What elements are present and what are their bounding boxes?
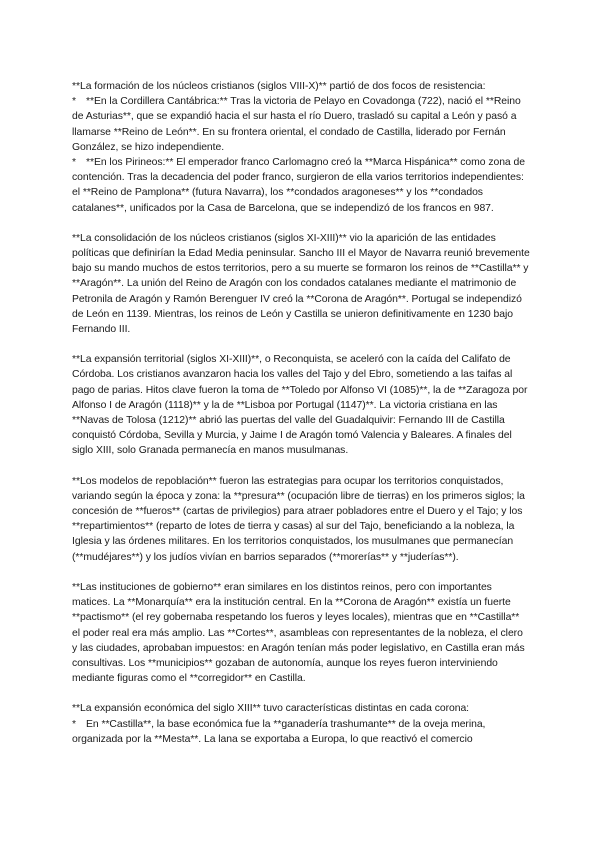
paragraph-gap [72,565,530,580]
paragraph-repoblacion: **Los modelos de repoblación** fueron las estrategias para ocupar los territorios conquistados, variando según la época y zona: la **presura** (ocupación libre de tierras) en los primeros siglos; la concesión de **fueros** (cartas de privilegios) para atraer pobladores entre el Duero y el Tajo; y los **repartimientos** (reparto de lotes de tierra y casas) al sur del Tajo, beneficiando a la nobleza, la Iglesia y las órdenes militares. En los territorios conquistados, los musulmanes que permanecían (**mudéjares**) y los judíos vivían en barrios separados (**morerías** y **juderías**). [72,475,525,563]
paragraph-gap [72,686,530,701]
paragraph-gap [72,216,530,231]
paragraph-nucleos-intro: **La formación de los núcleos cristianos (siglos VIII-X)** partió de dos focos de resistencia: [72,81,486,92]
document-body [72,79,530,747]
bullet-mark: * [72,718,76,730]
bullet-text: **En los Pirineos:** El emperador franco Carlomagno creó la **Marca Hispánica** como zona de contención. Tras la decadencia del poder franco, surgieron de ella varios territorios independientes: el **Reino de Pamplona** (futura Navarra), los **condados aragoneses** y los **condados catalanes**, unificados por la Casa de Barcelona, que se independizó de los francos en 987. [72,157,525,214]
paragraph-gap [72,337,530,352]
bullet-cordillera-cantabrica [72,94,530,155]
bullet-pirineos [72,155,530,216]
paragraph-consolidacion: **La consolidación de los núcleos cristianos (siglos XI-XIII)** vio la aparición de las entidades políticas que definirían la Edad Media peninsular. Sancho III el Mayor de Navarra reunió brevemente bajo su mando muchos de estos territorios, pero a su muerte se formaron los reinos de **Castilla** y **Aragón**. La unión del Reino de Aragón con los condados catalanes mediante el matrimonio de Petronila de Aragón y Ramón Berenguer IV creó la **Corona de Aragón**. Portugal se independizó de León en 1139. Mientras, los reinos de León y Castilla se unieron definitivamente en 1230 bajo Fernando III. [72,232,530,336]
bullet-text: **En la Cordillera Cantábrica:** Tras la victoria de Pelayo en Covadonga (722), nació el **Reino de Asturias**, que se expandió hacia el sur hasta el río Duero, trasladó su capital a León y pasó a llamarse **Reino de León**. En su frontera oriental, el condado de Castilla, liderado por Fernán González, se hizo independiente. [72,96,521,153]
paragraph-expansion-territorial: **La expansión territorial (siglos XI-XIII)**, o Reconquista, se aceleró con la caída del Califato de Córdoba. Los cristianos avanzaron hacia los valles del Tajo y del Ebro, sometiendo a las taifas al pago de parias. Hitos clave fueron la toma de **Toledo por Alfonso VI (1085)**, la de **Zaragoza por Alfonso I de Aragón (1118)** y la de **Lisboa por Portugal (1147)**. La victoria cristiana en las **Navas de Tolosa (1212)** abrió las puertas del valle del Guadalquivir: Fernando III de Castilla conquistó Córdoba, Sevilla y Murcia, y Jaime I de Aragón tomó Valencia y Baleares. A finales del siglo XIII, solo Granada permanecía en manos musulmanas. [72,354,528,457]
paragraph-expansion-economica-intro: **La expansión económica del siglo XIII** tuvo características distintas en cada corona: [72,703,470,715]
bullet-mark: * [72,157,76,169]
paragraph-instituciones: **Las instituciones de gobierno** eran similares en los distintos reinos, pero con importantes matices. La **Monarquía** era la institución central. En la **Corona de Aragón** existía un fuerte **pactismo** (el rey gobernaba respetando los fueros y leyes locales), mientras que en **Castilla** el poder real era más amplio. Las **Cortes**, asambleas con representantes de la nobleza, el clero y las ciudades, aprobaban impuestos: en Aragón tenían más poder legislativo, en Castilla eran más consultivas. Los **municipios** gozaban de autonomía, aunque los reyes fueron interviniendo mediante figuras como el **corregidor** en Castilla. [72,581,525,685]
bullet-text: En **Castilla**, la base económica fue la **ganadería trashumante** de la oveja merina, organizada por la **Mesta**. La lana se exportaba a Europa, lo que reactivó el comercio [72,718,486,745]
bullet-castilla [72,717,530,747]
paragraph-gap [72,459,530,474]
bullet-mark: * [72,96,76,108]
